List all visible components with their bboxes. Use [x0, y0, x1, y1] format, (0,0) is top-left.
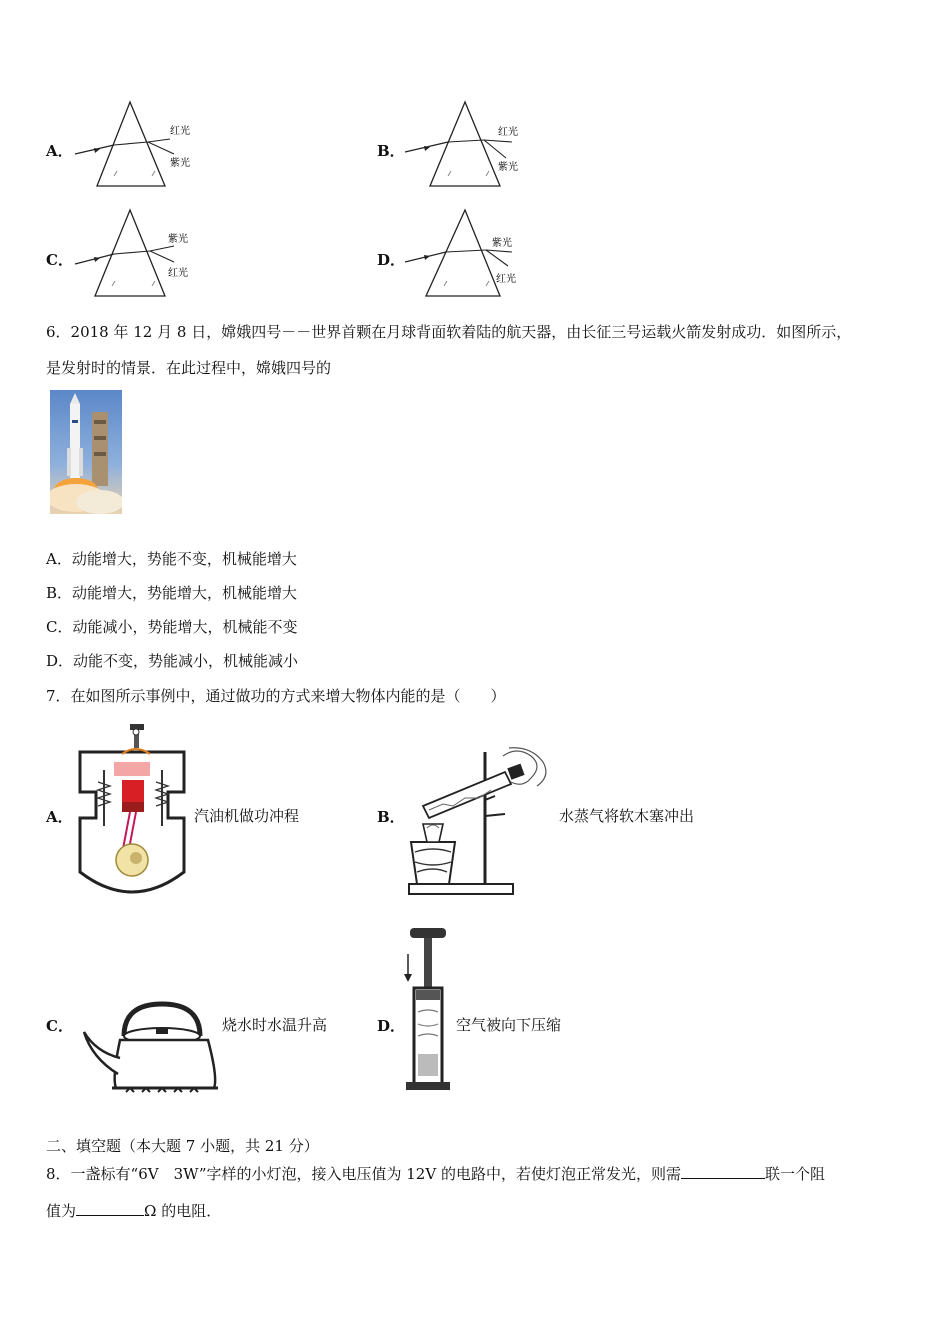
q7-option-b-letter: B． [377, 808, 405, 826]
q8-line1-text-b: 联一个阻 [764, 1165, 825, 1183]
q6-stem-line2: 是发射时的情景．在此过程中，嫦娥四号的 [46, 359, 332, 377]
q8-line1-text-a: 8．一盏标有“6V 3W”字样的小灯泡，接入电压值为 12V 的电路中，若使灯泡正常发光，则需 [46, 1165, 681, 1183]
q7-caption-a: 汽油机做功冲程 [194, 807, 300, 825]
q8-line2-text-b: Ω 的电阻． [144, 1202, 222, 1220]
q5-a-bottom-label: 紫光 [170, 158, 190, 169]
q8-line2 [46, 1199, 221, 1221]
kettle-heating-diagram [76, 1000, 224, 1096]
q5-c-bottom-label: 红光 [168, 268, 188, 279]
q5-prism-diagram-d [400, 206, 530, 301]
q6-option-a[interactable]: A．动能增大，势能不变，机械能增大 [46, 550, 297, 568]
q5-b-top-label: 红光 [498, 127, 518, 138]
q6-stem-line1: 6．2018 年 12 月 8 日，嫦娥四号－－世界首颗在月球背面软着陆的航天器，由长征三号运载火箭发射成功．如图所示， [46, 323, 852, 341]
q5-prism-diagram-c [70, 206, 200, 301]
q5-prism-diagram-b [400, 98, 530, 193]
rocket-launch-photo [50, 390, 122, 514]
q5-a-top-label: 红光 [170, 126, 190, 137]
steam-cork-apparatus-diagram [405, 744, 555, 902]
q5-option-b-letter: B． [377, 142, 405, 160]
q6-option-b[interactable]: B．动能增大，势能增大，机械能增大 [46, 584, 298, 602]
q6-option-c[interactable]: C．动能减小，势能增大，机械能不变 [46, 618, 298, 636]
q7-caption-b: 水蒸气将软木塞冲出 [559, 807, 695, 825]
q7-option-d-letter: D． [377, 1017, 406, 1035]
q7-option-a-letter: A． [46, 808, 73, 826]
q7-caption-c: 烧水时水温升高 [222, 1016, 328, 1034]
q7-stem: 7．在如图所示事例中，通过做功的方式来增大物体内能的是（ ） [46, 687, 506, 705]
q5-option-c-letter: C． [46, 251, 73, 269]
q8-blank-resistance[interactable] [76, 1199, 144, 1216]
section-heading-fill-in: 二、填空题（本大题 7 小题，共 21 分） [46, 1137, 319, 1155]
q8-line2-text-a: 值为 [46, 1202, 77, 1220]
q8-blank-connection[interactable] [681, 1162, 765, 1179]
air-compression-cylinder-diagram [400, 924, 456, 1094]
q8-line1 [46, 1162, 825, 1184]
q5-option-d-letter: D． [377, 251, 406, 269]
q5-d-bottom-label: 红光 [496, 274, 516, 285]
q5-prism-diagram-a [70, 98, 200, 193]
gasoline-engine-diagram [76, 722, 191, 902]
q5-c-top-label: 紫光 [168, 234, 188, 245]
q5-d-top-label: 紫光 [492, 238, 512, 249]
q5-b-bottom-label: 紫光 [498, 162, 518, 173]
q7-option-c-letter: C． [46, 1017, 73, 1035]
q7-caption-d: 空气被向下压缩 [456, 1016, 562, 1034]
q6-option-d[interactable]: D．动能不变，势能减小，机械能减小 [46, 652, 299, 670]
q5-option-a-letter: A． [46, 142, 73, 160]
